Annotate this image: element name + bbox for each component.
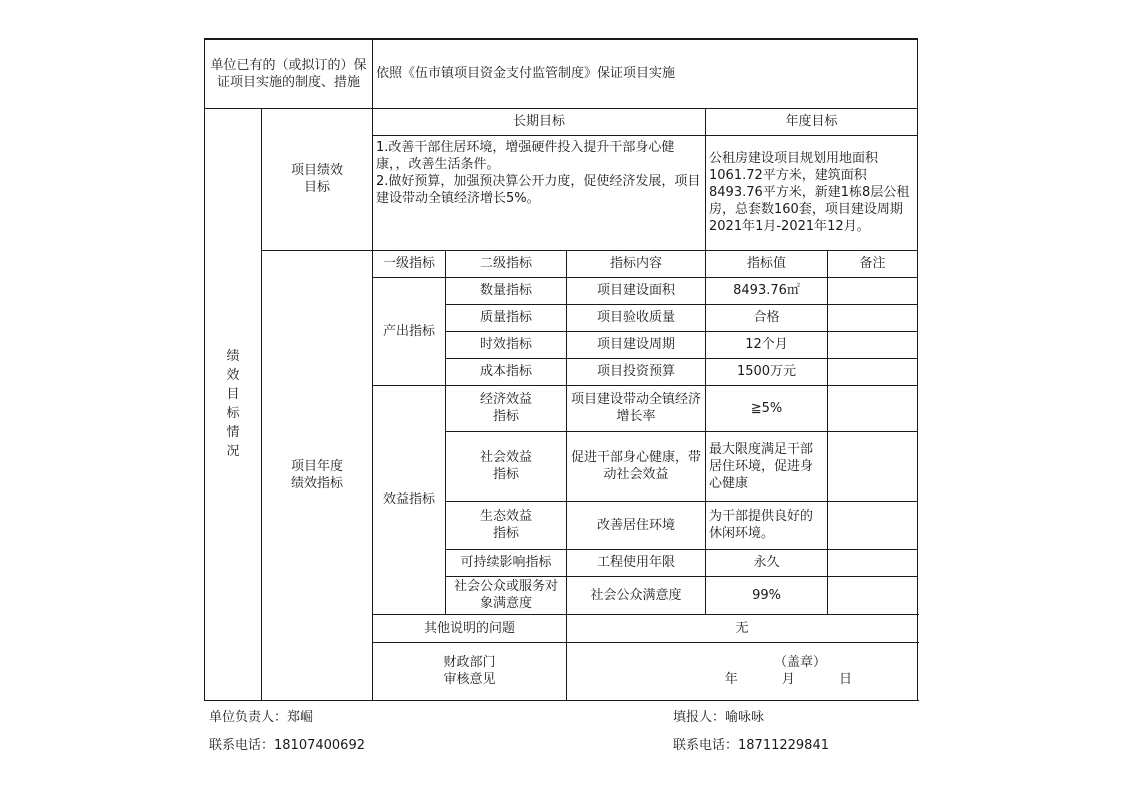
contact1-label: 联系电话：: [209, 738, 275, 753]
col-header-note: 备注: [828, 250, 918, 277]
date-month: 月: [781, 672, 795, 687]
benefit-value: 99%: [706, 576, 828, 614]
output-note: [828, 277, 918, 304]
finance-label: 财政部门审核意见: [373, 642, 567, 700]
date-day: 日: [839, 672, 853, 687]
output-content: 项目建设面积: [567, 277, 706, 304]
filler-name: 喻咏咏: [725, 710, 765, 725]
other-issues-value: 无: [567, 614, 918, 642]
contact1-number: 18107400692: [274, 738, 365, 753]
filler-label: 填报人：: [673, 710, 726, 725]
benefit-note: [828, 385, 918, 431]
benefit-level2: 社会公众或服务对象满意度: [446, 576, 567, 614]
benefit-value: 永久: [706, 549, 828, 576]
col-header-value: 指标值: [706, 250, 828, 277]
stamp-text: （盖章）: [774, 655, 827, 670]
col-header-level2: 二级指标: [446, 250, 567, 277]
output-label: 产出指标: [373, 277, 446, 385]
measures-value: 依照《伍市镇项目资金支付监管制度》保证项目实施: [373, 39, 918, 108]
output-level2: 成本指标: [446, 358, 567, 385]
benefit-content: 项目建设带动全镇经济增长率: [567, 385, 706, 431]
annual-indicator-label: 项目年度绩效指标: [262, 250, 373, 700]
benefit-value: 为干部提供良好的休闲环境。: [706, 501, 828, 549]
output-note: [828, 331, 918, 358]
benefit-note: [828, 501, 918, 549]
section-label: 绩效目标情况: [205, 108, 262, 700]
output-level2: 数量指标: [446, 277, 567, 304]
benefit-note: [828, 576, 918, 614]
unit-head-name: 郑崛: [287, 710, 314, 725]
benefit-note: [828, 431, 918, 501]
unit-head-label: 单位负责人：: [209, 710, 288, 725]
benefit-label: 效益指标: [373, 385, 446, 614]
output-value: 8493.76㎡: [706, 277, 828, 304]
finance-stamp-cell: [567, 642, 918, 700]
measures-label: 单位已有的（或拟订的）保证项目实施的制度、措施: [205, 39, 373, 108]
benefit-level2: 可持续影响指标: [446, 549, 567, 576]
performance-table: [204, 38, 918, 701]
benefit-note: [828, 549, 918, 576]
long-term-text: 1.改善干部住居环境，增强硬件投入提升干部身心健康，，改善生活条件。 2.做好预算，加强预决算公开力度，促使经济发展，项目建设带动全镇经济增长5%。: [373, 135, 706, 250]
benefit-content: 工程使用年限: [567, 549, 706, 576]
contact2-number: 18711229841: [738, 738, 829, 753]
annual-text: 公租房建设项目规划用地面积1061.72平方米，建筑面积8493.76平方米，新建1栋8层公租房，总套数160套，项目建设周期2021年1月-2021年12月。: [706, 135, 918, 250]
benefit-content: 社会公众满意度: [567, 576, 706, 614]
other-issues-label: 其他说明的问题: [373, 614, 567, 642]
contact-phone-1: [209, 734, 365, 753]
output-note: [828, 304, 918, 331]
col-header-level1: 一级指标: [373, 250, 446, 277]
output-value: 12个月: [706, 331, 828, 358]
output-content: 项目建设周期: [567, 331, 706, 358]
output-note: [828, 358, 918, 385]
output-level2: 质量指标: [446, 304, 567, 331]
benefit-level2: 生态效益指标: [446, 501, 567, 549]
contact2-label: 联系电话：: [673, 738, 739, 753]
output-content: 项目投资预算: [567, 358, 706, 385]
output-content: 项目验收质量: [567, 304, 706, 331]
benefit-level2: 社会效益指标: [446, 431, 567, 501]
unit-head: [209, 706, 313, 725]
benefit-content: 促进干部身心健康，带动社会效益: [567, 431, 706, 501]
annual-header: 年度目标: [706, 108, 918, 135]
benefit-level2: 经济效益指标: [446, 385, 567, 431]
filler: [673, 706, 764, 725]
output-value: 1500万元: [706, 358, 828, 385]
benefit-value: ≧5%: [706, 385, 828, 431]
output-value: 合格: [706, 304, 828, 331]
project-goal-label: 项目绩效目标: [262, 108, 373, 250]
benefit-content: 改善居住环境: [567, 501, 706, 549]
date-line: [570, 671, 914, 688]
col-header-content: 指标内容: [567, 250, 706, 277]
long-term-header: 长期目标: [373, 108, 706, 135]
output-level2: 时效指标: [446, 331, 567, 358]
contact-phone-2: [673, 734, 829, 753]
date-year: 年: [724, 672, 738, 687]
benefit-value: 最大限度满足干部居住环境，促进身心健康: [706, 431, 828, 501]
